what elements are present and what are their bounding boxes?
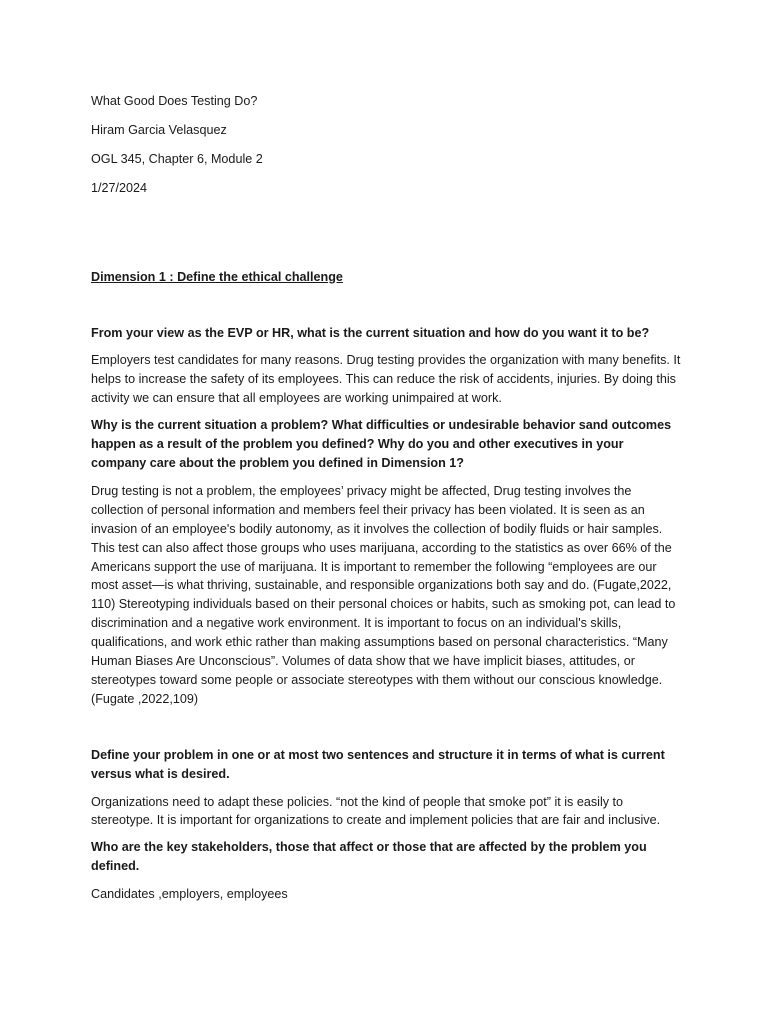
author-name: Hiram Garcia Velasquez (91, 122, 227, 137)
dimension-heading: Dimension 1 : Define the ethical challenge (91, 269, 343, 284)
document-page (91, 92, 681, 912)
document-date: 1/27/2024 (91, 180, 148, 195)
answer-3: Organizations need to adapt these policies. “not the kind of people that smoke pot” it is easily to stereotype. It is important for organizations to create and implement policies that are fair and inclusive. (91, 794, 661, 828)
answer-4: Candidates ,employers, employees (91, 887, 288, 902)
question-1: From your view as the EVP or HR, what is the current situation and how do you want it to be? (91, 325, 650, 340)
course-info: OGL 345, Chapter 6, Module 2 (91, 151, 263, 166)
question-2: Why is the current situation a problem? What difficulties or undesirable behavior sand outcomes happen as a result of the problem you defined? Why do you and other executives in your company care about the problem you defined in Dimension 1? (91, 418, 672, 470)
answer-1: Employers test candidates for many reasons. Drug testing provides the organization with many benefits. It helps to increase the safety of its employees. This can reduce the risk of accidents, injuries. By doing this activity we can ensure that all employees are working unimpaired at work. (91, 353, 681, 406)
question-3: Define your problem in one or at most two sentences and structure it in terms of what is current versus what is desired. (91, 747, 665, 781)
document-title: What Good Does Testing Do? (91, 94, 258, 108)
answer-2: Drug testing is not a problem, the employees’ privacy might be affected, Drug testing involves the collection of personal information and members feel their privacy has been violated. It is seen as an invasion of an employee's bodily autonomy, as it involves the collection of bodily fluids or hair samples. This test can also affect those groups who uses marijuana, according to the statistics as over 66% of the Americans support the use of marijuana. It is important to remember the following “employees are our most asset—is what thriving, sustainable, and responsible organizations both say and do. (Fugate,2022, 110) Stereotyping individuals based on their personal choices or habits, such as smoking pot, can lead to discrimination and a negative work environment. It is important to focus on an individual's skills, qualifications, and work ethic rather than making assumptions based on personal characteristics. “Many Human Biases Are Unconscious”. Volumes of data show that we have implicit biases, attitudes, or stereotypes toward some people or associate stereotypes with them without our conscious knowledge.(Fugate ,2022,109) (91, 483, 676, 706)
question-4: Who are the key stakeholders, those that affect or those that are affected by the problem you defined. (91, 840, 647, 874)
